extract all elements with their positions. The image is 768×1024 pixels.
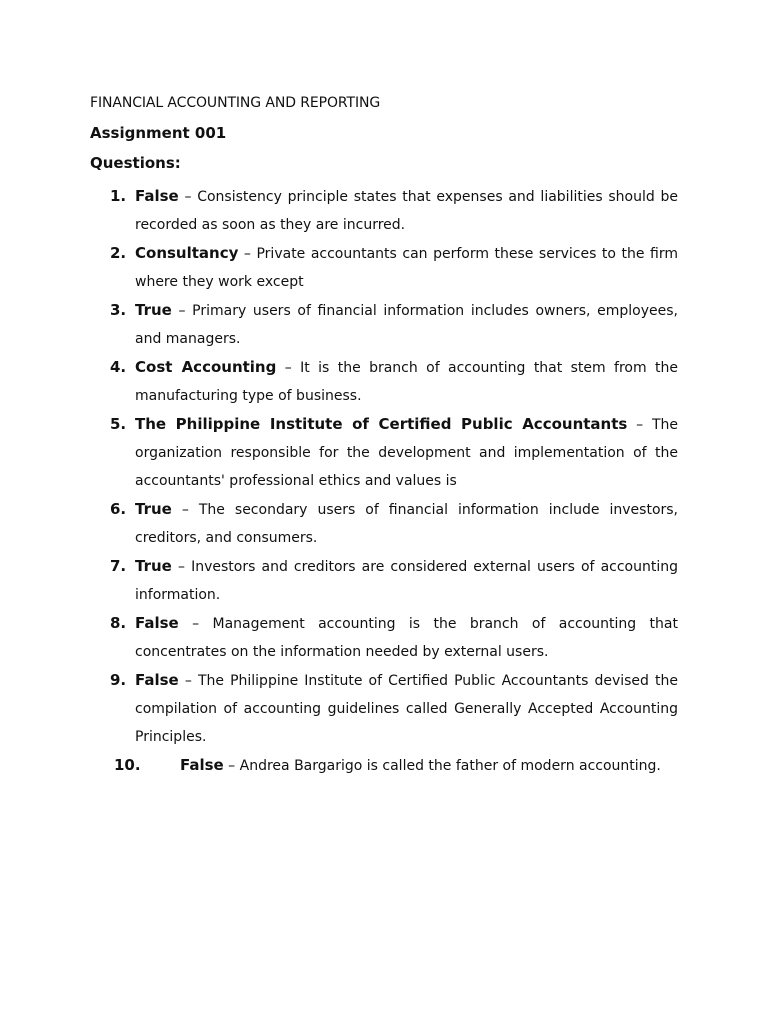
question-answer: False	[135, 671, 179, 689]
answer-dash: –	[178, 616, 213, 632]
answer-dash: –	[171, 303, 193, 319]
question-answer: Consultancy	[135, 244, 239, 262]
question-item-6	[90, 495, 678, 552]
question-item-9	[90, 666, 678, 751]
answer-dash: –	[223, 758, 240, 774]
question-item-7	[90, 552, 678, 609]
question-text: Investors and creditors are considered external users of accounting information.	[135, 559, 678, 603]
document-title: FINANCIAL ACCOUNTING AND REPORTING	[90, 95, 381, 111]
question-number: 3.	[110, 301, 127, 319]
document-body	[90, 92, 678, 780]
question-text: Andrea Bargarigo is called the father of modern accounting.	[239, 758, 661, 774]
question-number: 7.	[110, 557, 127, 575]
assignment-heading: Assignment 001	[90, 124, 227, 142]
question-item-10	[90, 751, 678, 780]
answer-dash: –	[171, 502, 199, 518]
question-answer: True	[135, 500, 172, 518]
question-answer: False	[135, 187, 179, 205]
question-item-5	[90, 410, 678, 495]
answer-dash: –	[276, 360, 301, 376]
question-text: Management accounting is the branch of accounting that concentrates on the information needed by external users.	[135, 616, 678, 660]
questions-list	[90, 182, 678, 780]
question-answer: Cost Accounting	[135, 358, 277, 376]
question-text: Primary users of financial information includes owners, employees, and managers.	[135, 303, 678, 347]
question-text: The secondary users of financial information include investors, creditors, and consumers.	[135, 502, 679, 546]
question-number: 2.	[110, 244, 127, 262]
answer-dash: –	[238, 246, 257, 262]
question-text: Private accountants can perform these services to the firm where they work except	[135, 246, 678, 290]
question-number: 1.	[110, 187, 127, 205]
question-answer: True	[135, 301, 172, 319]
question-item-3	[90, 296, 678, 353]
question-item-1	[90, 182, 678, 239]
question-item-8	[90, 609, 678, 666]
question-number: 9.	[110, 671, 127, 689]
question-number: 8.	[110, 614, 127, 632]
question-text: Consistency principle states that expenses and liabilities should be recorded as soon as they are incurred.	[135, 189, 678, 233]
question-text: It is the branch of accounting that stem from the manufacturing type of business.	[135, 360, 678, 404]
question-number: 10.	[114, 756, 141, 774]
question-text: The Philippine Institute of Certified Public Accountants devised the compilation of accounting guidelines called Generally Accepted Accounting Principles.	[135, 673, 679, 745]
answer-dash: –	[178, 673, 198, 689]
question-answer: False	[180, 756, 224, 774]
question-number: 4.	[110, 358, 127, 376]
question-answer: The Philippine Institute of Certified Public Accountants	[135, 415, 628, 433]
question-text: The organization responsible for the development and implementation of the accountants' professional ethics and values is	[135, 417, 679, 489]
questions-heading: Questions:	[90, 154, 181, 172]
answer-dash: –	[171, 559, 192, 575]
question-number: 6.	[110, 500, 127, 518]
question-answer: False	[135, 614, 179, 632]
answer-dash: –	[178, 189, 198, 205]
question-answer: True	[135, 557, 172, 575]
question-item-4	[90, 353, 678, 410]
answer-dash: –	[627, 417, 652, 433]
question-item-2	[90, 239, 678, 296]
question-number: 5.	[110, 415, 127, 433]
